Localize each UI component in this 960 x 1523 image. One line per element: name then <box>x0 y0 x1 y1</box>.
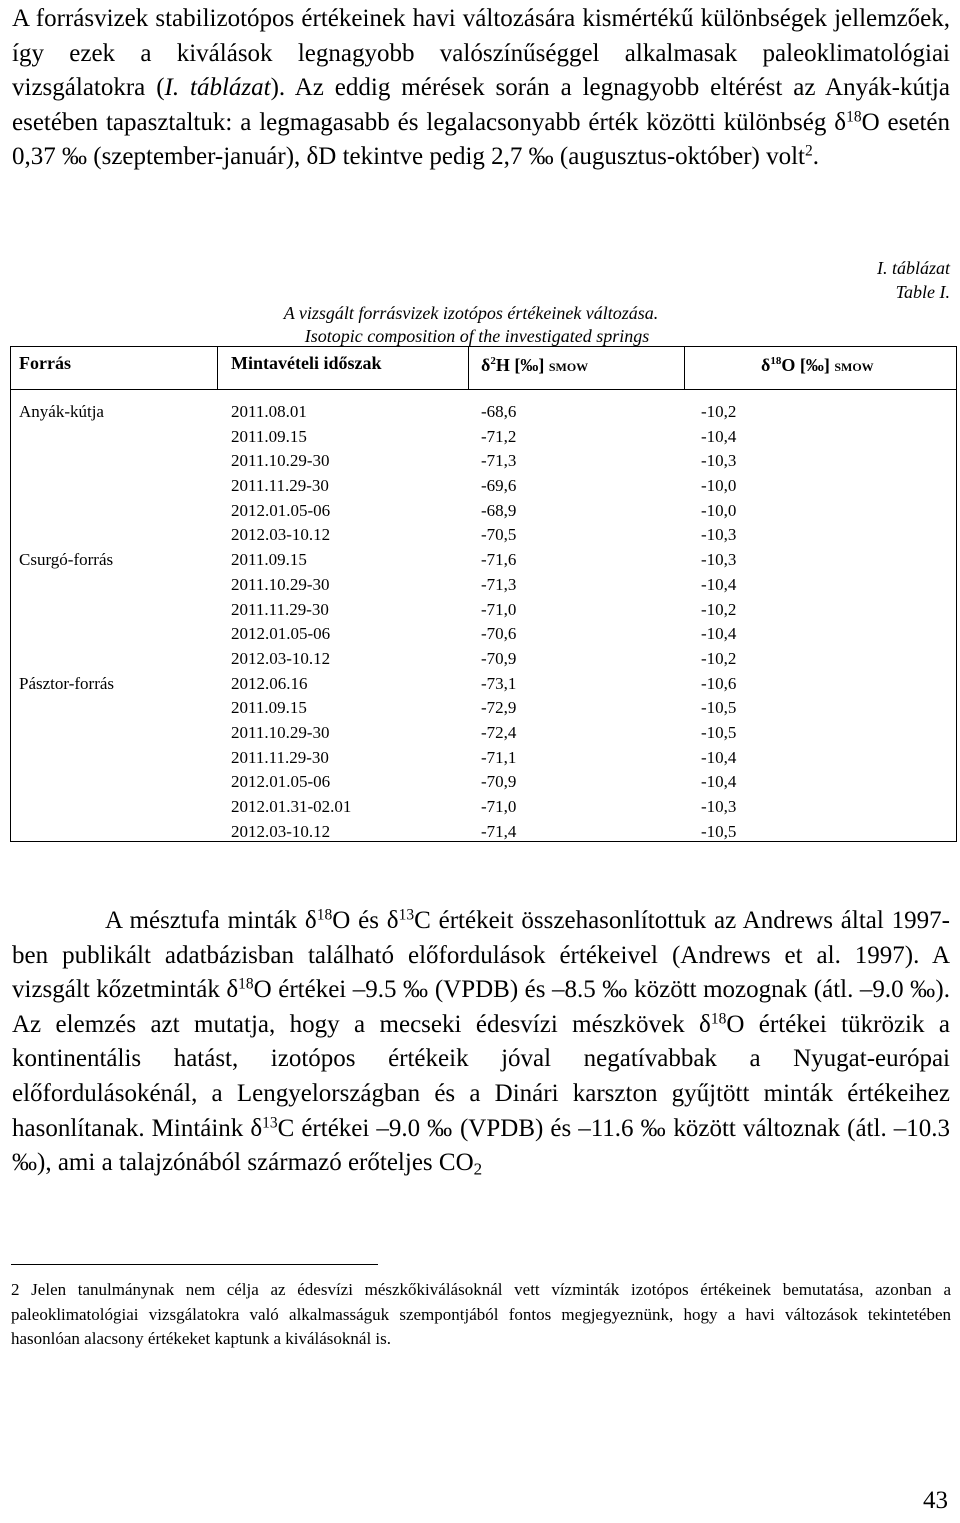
table-row <box>11 425 956 450</box>
cell-date: 2012.03-10.12 <box>231 525 331 545</box>
cell-date: 2011.11.29-30 <box>231 599 329 619</box>
cell-d18o: -10,2 <box>701 648 737 668</box>
table-row <box>11 449 956 474</box>
cell-d18o: -10,2 <box>701 402 737 421</box>
header-date: Mintavételi időszak <box>231 353 382 373</box>
cell-d18o: -10,4 <box>701 574 737 594</box>
cell-d2h: -70,9 <box>481 772 517 792</box>
cell-d18o: -10,5 <box>701 698 737 718</box>
table-label-hu: I. táblázat <box>876 258 950 278</box>
cell-d18o: -10,4 <box>701 624 737 644</box>
table-label-en: Table I. <box>895 282 950 302</box>
cell-d18o: -10,4 <box>701 772 737 792</box>
cell-d2h: -71,1 <box>481 747 517 767</box>
cell-date: 2011.09.15 <box>231 550 307 570</box>
table-row <box>11 598 956 623</box>
footnote: 2 Jelen tanulmánynak nem célja az édesvízi mészkőkiválásoknál vett vízminták izotópos értékeinek bemutatása, azonban a paleoklimatológiai vizsgálatokra való alkalmasságuk szempontjából fontos megjegyeznünk, hogy a havi változások tekintetében hasonlóan alacsony értékeket kaptunk a kiválásoknál is. <box>11 1280 951 1348</box>
cell-date: 2012.03-10.12 <box>231 821 331 841</box>
cell-d2h: -71,3 <box>481 451 517 471</box>
cell-d2h: -68,6 <box>481 402 517 421</box>
cell-date: 2011.11.29-30 <box>231 747 329 767</box>
cell-d2h: -71,0 <box>481 599 517 619</box>
cell-source: Csurgó-forrás <box>19 550 114 570</box>
header-d18o: $\delta^{18}O$ [‰] SMOW <box>761 355 874 375</box>
table-row <box>11 721 956 746</box>
table-row <box>11 622 956 647</box>
cell-d18o: -10,4 <box>701 426 737 446</box>
cell-d2h: -72,4 <box>481 722 517 742</box>
page-number: 43 <box>923 1487 948 1514</box>
table-row <box>11 770 956 795</box>
cell-date: 2011.09.15 <box>231 426 307 446</box>
cell-d18o: -10,6 <box>701 673 737 693</box>
cell-d2h: -71,3 <box>481 574 517 594</box>
cell-date: 2012.01.05-06 <box>231 772 331 792</box>
table-row <box>11 795 956 820</box>
cell-date: 2012.01.05-06 <box>231 500 331 520</box>
cell-d18o: -10,3 <box>701 797 737 816</box>
analysis-paragraph: A mésztufa minták $\delta^{18}O$ és $\delta^{13}C$ értékeit összehasonlítottuk az Andrews által 1997-ben publikált adatbázisban található előfordulások értékeivel (Andrews et al. 1997). A vizsgált kőzetminták $\delta^{18}O$ értékei –9.5 ‰ (VPDB) és –8.5 ‰ között mozognak (átl. –9.0 ‰). Az elemzés azt mutatja, hogy a mecseki édesvízi mészkövek $\delta^{18}O$ értékei tükrözik a kontinentális hatást, izotópos értékeik jóval negatívabbak a Nyugat-európai előfordulásokénál, a Lengyelországban és a Dinári karszton gyűjtött minták értékeihez hasonlítanak. Mintáink $\delta^{13}C$ értékei –9.0 ‰ (VPDB) és –11.6 ‰ között változnak (átl. –10.3 ‰), ami a talajzónából származó erőteljes $CO_2$ <box>12 906 950 1179</box>
intro-paragraph: A forrásvizek stabilizotópos értékeinek havi változására kismértékű különbségek jellemzőek, így ezek a kiválások legnagyobb valószínűséggel alkalmasak paleoklimatológiai vizsgálatokra (I. táblázat). Az eddig mérések során a legnagyobb eltérést az Anyák-kútja esetében tapasztaltuk: a legmagasabb és legalacsonyabb érték közötti különbség $\delta^{18}O$ esetén 0,37 ‰ (szeptember-január), δD tekintve pedig 2,7 ‰ (augusztus-október) volt$^2$. <box>12 5 950 171</box>
footnote-separator <box>11 1264 378 1265</box>
header-divider <box>217 347 218 389</box>
cell-d2h: -71,6 <box>481 550 517 570</box>
cell-d18o: -10,0 <box>701 476 737 496</box>
cell-d18o: -10,3 <box>701 451 737 471</box>
cell-d18o: -10,5 <box>701 722 737 742</box>
cell-d2h: -70,5 <box>481 525 517 545</box>
cell-d2h: -71,2 <box>481 426 517 446</box>
table-row <box>11 820 956 845</box>
header-divider <box>684 347 685 389</box>
table-row <box>11 696 956 721</box>
table-row <box>11 573 956 598</box>
cell-date: 2012.06.16 <box>231 673 308 693</box>
cell-d2h: -70,9 <box>481 648 517 668</box>
cell-d18o: -10,2 <box>701 599 737 619</box>
cell-d18o: -10,5 <box>701 821 737 841</box>
cell-date: 2012.01.31-02.01 <box>231 797 352 816</box>
table-caption-hu: A vizsgált forrásvizek izotópos értékeinek változása. <box>283 303 659 323</box>
cell-d2h: -71,0 <box>481 797 517 816</box>
table-row <box>11 647 956 672</box>
cell-date: 2012.03-10.12 <box>231 648 331 668</box>
cell-d2h: -73,1 <box>481 673 517 693</box>
cell-d2h: -70,6 <box>481 624 517 644</box>
cell-date: 2011.08.01 <box>231 402 307 421</box>
table-label <box>877 256 950 304</box>
cell-date: 2011.11.29-30 <box>231 476 329 496</box>
cell-date: 2012.01.05-06 <box>231 624 331 644</box>
cell-d18o: -10,0 <box>701 500 737 520</box>
header-source: Forrás <box>19 353 71 373</box>
cell-d2h: -69,6 <box>481 476 517 496</box>
table-header <box>11 347 956 390</box>
cell-date: 2011.10.29-30 <box>231 574 330 594</box>
isotope-table <box>10 346 957 842</box>
table-row <box>11 746 956 771</box>
cell-d2h: -72,9 <box>481 698 517 718</box>
cell-d18o: -10,3 <box>701 525 737 545</box>
cell-d2h: -68,9 <box>481 500 517 520</box>
header-divider <box>468 347 469 389</box>
cell-d18o: -10,3 <box>701 550 737 570</box>
cell-date: 2011.10.29-30 <box>231 722 330 742</box>
table-row <box>11 499 956 524</box>
cell-source: Anyák-kútja <box>19 402 104 421</box>
table-row <box>11 548 956 573</box>
table-row <box>11 523 956 548</box>
table-body <box>11 400 956 844</box>
cell-d18o: -10,4 <box>701 747 737 767</box>
table-caption-en: Isotopic composition of the investigated springs <box>304 326 650 346</box>
cell-date: 2011.09.15 <box>231 698 307 718</box>
table-row <box>11 400 956 425</box>
cell-source: Pásztor-forrás <box>19 673 115 693</box>
table-row <box>11 672 956 697</box>
cell-date: 2011.10.29-30 <box>231 451 330 471</box>
table-row <box>11 474 956 499</box>
cell-d2h: -71,4 <box>481 821 517 841</box>
header-d2h: $\delta^2H$ [‰] SMOW <box>481 355 589 375</box>
